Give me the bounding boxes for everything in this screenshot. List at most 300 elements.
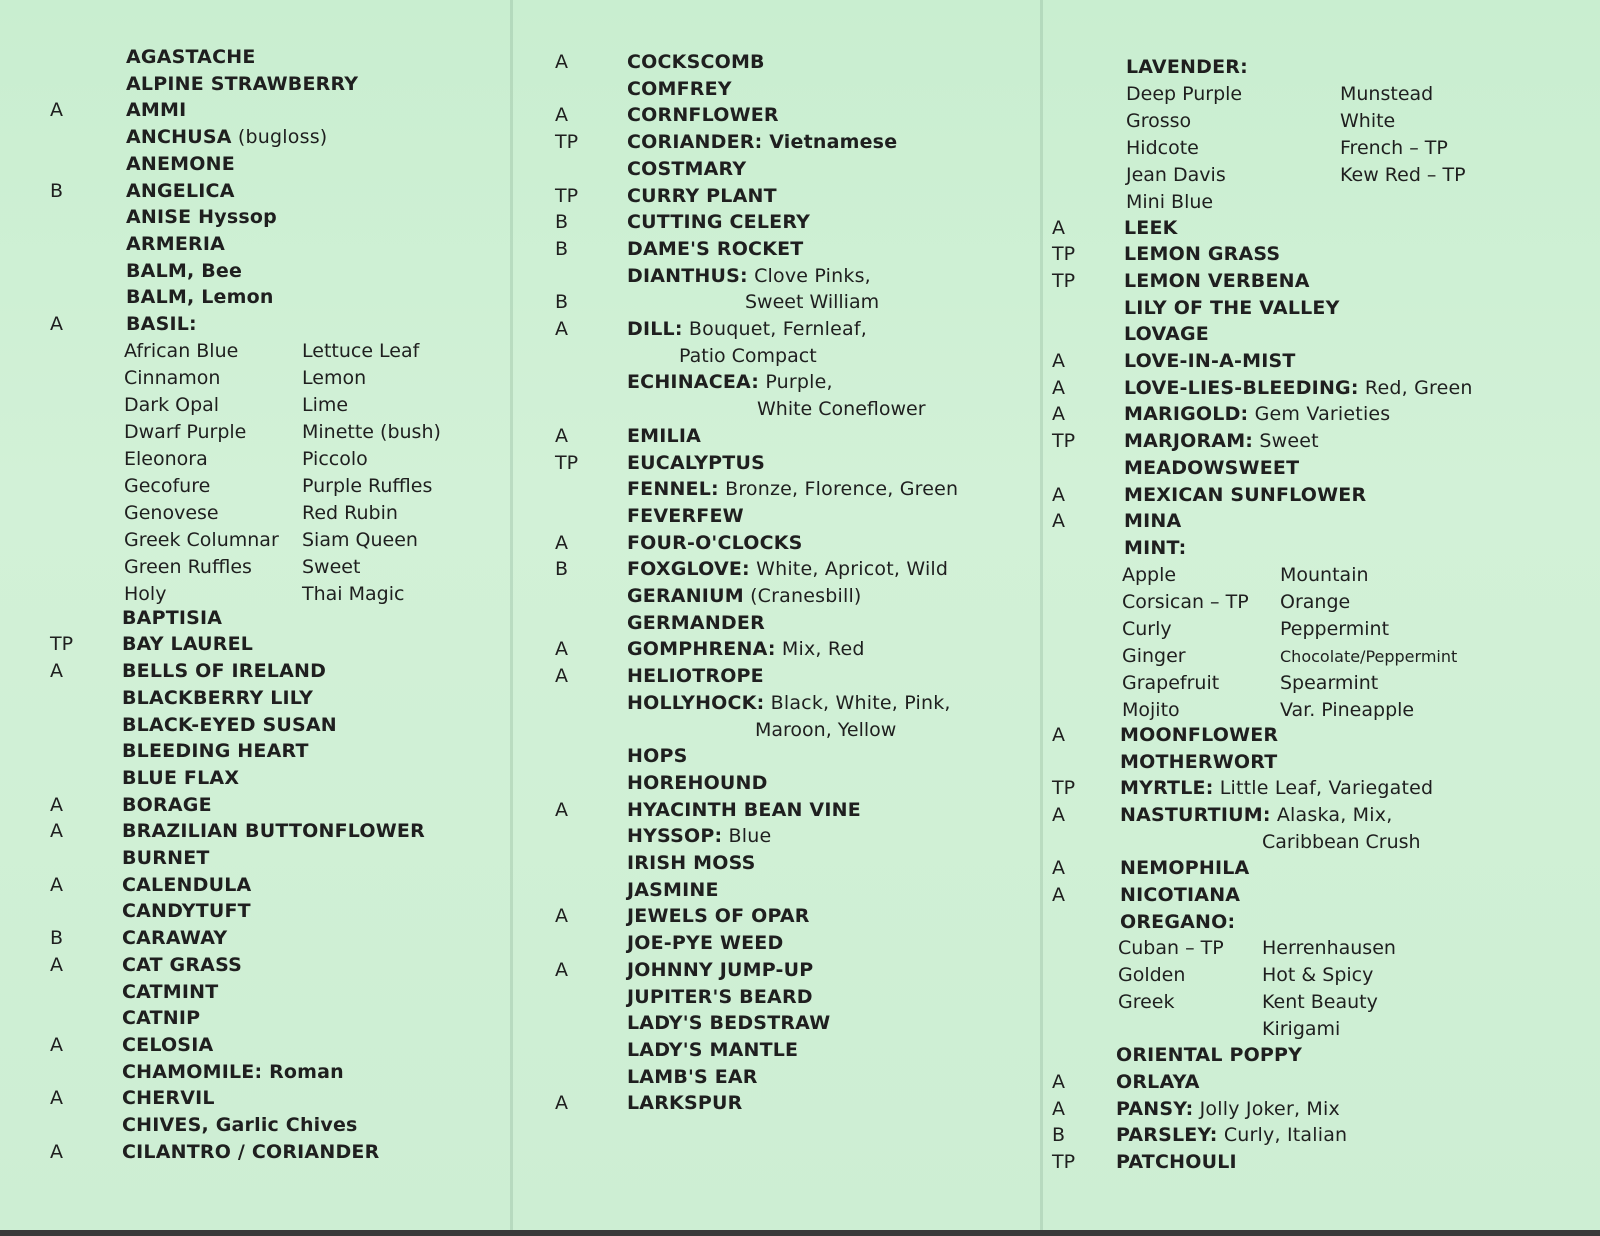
mint-varieties-right xyxy=(1280,562,1457,724)
plant-name: HELIOTROPE xyxy=(627,665,764,688)
plant-name: BLACK-EYED SUSAN xyxy=(122,713,337,736)
plant-code: A xyxy=(1052,350,1065,372)
plant-detail: Red, Green xyxy=(1358,376,1473,399)
plant-name: CHERVIL xyxy=(122,1087,215,1110)
variety-item: Lemon xyxy=(302,366,367,389)
plant-name: HOPS xyxy=(627,745,688,768)
plant-name: LEEK xyxy=(1124,216,1178,239)
plant-name: LOVE-LIES-BLEEDING: Red, Green xyxy=(1124,376,1473,399)
plant-entry xyxy=(555,957,1085,984)
plant-entry xyxy=(1052,241,1582,268)
plant-entry xyxy=(50,1059,580,1086)
plant-code: B xyxy=(50,179,64,202)
plant-entry xyxy=(555,1010,1085,1037)
plant-name: MEADOWSWEET xyxy=(1124,456,1300,479)
variety-item: Ginger xyxy=(1122,644,1186,667)
plant-name: JEWELS OF OPAR xyxy=(627,905,810,928)
plant-name: LAMB'S EAR xyxy=(627,1065,758,1088)
plant-entry xyxy=(50,845,580,872)
plant-name: CAT GRASS xyxy=(122,953,242,976)
plant-name: CHIVES, Garlic Chives xyxy=(122,1114,358,1136)
variety-item: Jean Davis xyxy=(1126,164,1226,186)
plant-detail: White, Apricot, Wild xyxy=(749,558,949,581)
plant-entry xyxy=(1052,1069,1582,1096)
plant-entry xyxy=(555,156,1085,183)
plant-code: A xyxy=(50,660,63,683)
plant-detail: Clove Pinks, xyxy=(747,264,871,287)
plant-name: JOE-PYE WEED xyxy=(627,932,784,955)
plant-code: A xyxy=(555,798,568,821)
plant-name: NEMOPHILA xyxy=(1120,857,1250,880)
panel-left xyxy=(50,0,580,1230)
plant-entry xyxy=(50,685,580,712)
plant-code: A xyxy=(1052,510,1065,533)
plant-code: A xyxy=(50,99,63,122)
plant-name: ORLAYA xyxy=(1116,1070,1200,1093)
plant-code: B xyxy=(555,558,569,581)
variety-item: Minette (bush) xyxy=(302,420,441,443)
variety-item: Sweet xyxy=(302,555,361,578)
plant-entry xyxy=(1052,775,1582,802)
plant-entry xyxy=(555,930,1085,957)
plant-entry xyxy=(555,690,1085,717)
plant-entry xyxy=(555,316,1085,343)
plant-name: CATNIP xyxy=(122,1007,201,1030)
variety-item: Orange xyxy=(1280,590,1351,613)
plant-name: MINA xyxy=(1124,510,1182,533)
plant-entry xyxy=(1052,829,1582,856)
plant-name: CORIANDER: Vietnamese xyxy=(627,131,898,154)
plant-entry xyxy=(1052,722,1582,749)
plant-entry xyxy=(50,1139,580,1166)
variety-item: Cinnamon xyxy=(124,366,221,389)
variety-item: Munstead xyxy=(1340,83,1434,105)
plant-entry xyxy=(50,1032,580,1059)
plant-name: LOVE-IN-A-MIST xyxy=(1124,350,1296,372)
plant-name: MYRTLE: Little Leaf, Variegated xyxy=(1120,777,1434,800)
plant-code: A xyxy=(50,1033,63,1056)
plant-code: A xyxy=(555,665,568,688)
plant-code: A xyxy=(1052,376,1065,399)
plant-entry xyxy=(1052,1149,1582,1176)
plant-code: A xyxy=(1052,803,1065,826)
variety-item: Golden xyxy=(1118,964,1186,987)
plant-code: TP xyxy=(1052,269,1076,292)
plant-name: LADY'S BEDSTRAW xyxy=(627,1012,831,1035)
plant-entry xyxy=(50,712,580,739)
variety-item: White xyxy=(1340,110,1396,132)
plant-code: A xyxy=(555,638,568,661)
plant-entry xyxy=(1052,54,1582,81)
variety-item: Kirigami xyxy=(1262,1018,1341,1041)
variety-item: Hidcote xyxy=(1126,137,1199,159)
plant-name: PATCHOULI xyxy=(1116,1151,1237,1173)
plant-code: A xyxy=(1052,483,1065,506)
plant-entry xyxy=(1052,508,1582,535)
plant-name: ANGELICA xyxy=(126,179,235,202)
plant-code: A xyxy=(50,953,63,976)
variety-item: Deep Purple xyxy=(1126,83,1243,105)
plant-code: A xyxy=(555,531,568,554)
plant-entry xyxy=(555,369,1085,396)
variety-item: Purple Ruffles xyxy=(302,474,433,497)
plant-entry xyxy=(1052,321,1582,348)
plant-detail: Purple, xyxy=(759,371,833,394)
plant-entry xyxy=(50,124,580,151)
plant-entry xyxy=(1052,1042,1582,1069)
variety-item: Peppermint xyxy=(1280,617,1390,640)
variety-item: Genovese xyxy=(124,501,219,524)
variety-item: Lettuce Leaf xyxy=(302,339,420,362)
plant-entry xyxy=(50,738,580,765)
variety-item: Mojito xyxy=(1122,698,1180,721)
plant-name: CURRY PLANT xyxy=(627,184,777,207)
plant-detail: Black, White, Pink, xyxy=(764,691,951,714)
plant-name: GOMPHRENA: Mix, Red xyxy=(627,638,865,661)
plant-name: HOLLYHOCK: Black, White, Pink, xyxy=(627,691,951,714)
plant-name: MEXICAN SUNFLOWER xyxy=(1124,483,1367,506)
plant-entry xyxy=(555,717,1085,744)
plant-name: MARIGOLD: Gem Varieties xyxy=(1124,403,1391,426)
plant-code: TP xyxy=(1052,430,1076,453)
plant-entry xyxy=(50,284,580,311)
plant-name: IRISH MOSS xyxy=(627,852,756,874)
panel-middle xyxy=(555,0,1085,1230)
plant-entry xyxy=(1052,348,1582,375)
plant-name: LOVAGE xyxy=(1124,323,1209,346)
plant-entry xyxy=(50,818,580,845)
plant-entry xyxy=(1052,535,1582,562)
variety-item: Holy xyxy=(124,582,167,605)
plant-entry xyxy=(50,925,580,952)
plant-detail-continued: Sweet William xyxy=(745,291,880,314)
variety-item: Cuban – TP xyxy=(1118,937,1224,960)
plant-entry xyxy=(50,151,580,178)
variety-item: Gecofure xyxy=(124,474,211,497)
plant-name: ECHINACEA: Purple, xyxy=(627,371,833,394)
plant-code: TP xyxy=(555,451,579,474)
plant-entry xyxy=(555,984,1085,1011)
plant-code: A xyxy=(50,793,63,816)
plant-name: DILL: Bouquet, Fernleaf, xyxy=(627,318,867,340)
plant-code: A xyxy=(1052,857,1065,880)
plant-entry xyxy=(50,979,580,1006)
plant-entry xyxy=(1052,428,1582,455)
lavender-varieties-left xyxy=(1126,81,1242,216)
plant-name: BALM, Lemon xyxy=(126,286,274,309)
plant-name: HYACINTH BEAN VINE xyxy=(627,798,861,821)
plant-code: A xyxy=(555,104,568,127)
plant-code: A xyxy=(1052,723,1065,746)
scan-edge xyxy=(0,1230,1600,1236)
plant-name: BRAZILIAN BUTTONFLOWER xyxy=(122,820,425,843)
plant-entry xyxy=(50,658,580,685)
variety-item: French – TP xyxy=(1340,137,1448,159)
plant-entry xyxy=(555,396,1085,423)
plant-code: A xyxy=(555,51,568,73)
variety-item: Kew Red – TP xyxy=(1340,164,1466,186)
plant-entry xyxy=(50,792,580,819)
basil-varieties-right xyxy=(302,338,441,608)
variety-item: Lime xyxy=(302,393,349,416)
plant-name: DIANTHUS: Clove Pinks, xyxy=(627,264,871,287)
plant-entry xyxy=(555,289,1085,316)
plant-entry xyxy=(50,765,580,792)
plant-name: CARAWAY xyxy=(122,927,228,950)
plant-name: NASTURTIUM: Alaska, Mix, xyxy=(1120,803,1393,826)
plant-name: LEMON VERBENA xyxy=(1124,269,1310,292)
plant-entry xyxy=(555,877,1085,904)
variety-item: Eleonora xyxy=(124,447,208,470)
plant-name: CELOSIA xyxy=(122,1033,214,1056)
plant-detail: Curly, Italian xyxy=(1217,1124,1348,1147)
plant-entry xyxy=(50,231,580,258)
plant-code: TP xyxy=(1052,1151,1076,1173)
plant-name: LAVENDER: xyxy=(1126,56,1248,78)
variety-item: Grosso xyxy=(1126,110,1192,132)
plant-name: ORIENTAL POPPY xyxy=(1116,1044,1303,1067)
plant-name: FOUR-O'CLOCKS xyxy=(627,531,803,554)
plant-code: A xyxy=(1052,1097,1065,1120)
variety-item: Spearmint xyxy=(1280,671,1379,694)
mint-varieties-left xyxy=(1122,562,1249,724)
plant-entry xyxy=(1052,909,1582,936)
plant-name: BORAGE xyxy=(122,793,212,816)
plant-code: A xyxy=(1052,403,1065,426)
plant-code: A xyxy=(555,905,568,928)
variety-item: Siam Queen xyxy=(302,528,418,551)
plant-name: LILY OF THE VALLEY xyxy=(1124,296,1340,319)
plant-entry xyxy=(555,850,1085,877)
plant-name: BELLS OF IRELAND xyxy=(122,660,327,683)
plant-name: HOREHOUND xyxy=(627,771,768,794)
plant-code: A xyxy=(50,1140,63,1163)
plant-entry xyxy=(555,76,1085,103)
variety-item: Red Rubin xyxy=(302,501,398,524)
plant-code: A xyxy=(1052,1070,1065,1093)
plant-entry xyxy=(1052,855,1582,882)
plant-code: TP xyxy=(1052,777,1076,800)
plant-entry xyxy=(555,183,1085,210)
plant-name: FENNEL: Bronze, Florence, Green xyxy=(627,478,959,501)
plant-detail: Blue xyxy=(722,825,772,848)
plant-entry xyxy=(555,343,1085,370)
plant-entry xyxy=(1052,749,1582,776)
plant-name: GERANIUM (Cranesbill) xyxy=(627,585,862,607)
plant-name: CATMINT xyxy=(122,980,219,1003)
basil-varieties-left xyxy=(124,338,279,608)
plant-code: B xyxy=(555,237,569,260)
plant-code: A xyxy=(555,1092,568,1115)
plant-detail: (bugloss) xyxy=(231,126,328,149)
panel-right xyxy=(1052,0,1582,1230)
plant-code: A xyxy=(50,1087,63,1110)
plant-entry xyxy=(1052,482,1582,509)
variety-item: Green Ruffles xyxy=(124,555,252,578)
plant-name: LADY'S MANTLE xyxy=(627,1038,799,1061)
plant-name: LARKSPUR xyxy=(627,1092,743,1115)
plant-name: ALPINE STRAWBERRY xyxy=(126,72,359,95)
plant-name: CUTTING CELERY xyxy=(627,211,811,234)
plant-entry xyxy=(1052,295,1582,322)
variety-item: Thai Magic xyxy=(302,582,405,605)
variety-item: Kent Beauty xyxy=(1262,991,1378,1014)
variety-item: Hot & Spicy xyxy=(1262,964,1374,987)
plant-detail: Bouquet, Fernleaf, xyxy=(682,318,867,340)
plant-code: B xyxy=(1052,1124,1066,1147)
plant-entry xyxy=(50,898,580,925)
plant-detail: Bronze, Florence, Green xyxy=(718,478,959,501)
variety-item: Chocolate/Peppermint xyxy=(1280,646,1458,666)
plant-entry xyxy=(555,209,1085,236)
plant-code: B xyxy=(555,211,569,234)
plant-name: NICOTIANA xyxy=(1120,884,1241,906)
plant-name: ARMERIA xyxy=(126,232,226,255)
plant-name: DAME'S ROCKET xyxy=(627,237,804,260)
plant-entry xyxy=(555,129,1085,156)
plant-name: MARJORAM: Sweet xyxy=(1124,430,1319,453)
plant-entry xyxy=(1052,455,1582,482)
plant-entry xyxy=(1052,215,1582,242)
plant-entry xyxy=(50,311,580,338)
plant-name: BLEEDING HEART xyxy=(122,740,309,763)
plant-entry xyxy=(50,1005,580,1032)
plant-code: TP xyxy=(555,184,579,207)
plant-entry xyxy=(555,263,1085,290)
plant-name: BAPTISIA xyxy=(122,606,223,629)
oregano-varieties-right xyxy=(1262,935,1396,1043)
variety-item: Curly xyxy=(1122,617,1172,640)
plant-entry xyxy=(555,556,1085,583)
plant-code: B xyxy=(555,291,569,314)
plant-name: AMMI xyxy=(126,99,187,122)
plant-entry xyxy=(555,583,1085,610)
variety-item: Var. Pineapple xyxy=(1280,698,1415,721)
variety-item: Greek xyxy=(1118,991,1175,1014)
plant-name: COCKSCOMB xyxy=(627,51,765,73)
plant-entry xyxy=(50,1112,580,1139)
plant-entry xyxy=(555,636,1085,663)
variety-item: Mini Blue xyxy=(1126,191,1214,213)
plant-name: BLUE FLAX xyxy=(122,766,240,789)
plant-entry xyxy=(555,770,1085,797)
plant-detail: Jolly Joker, Mix xyxy=(1193,1097,1340,1120)
plant-detail: Alaska, Mix, xyxy=(1270,803,1393,826)
plant-name: HYSSOP: Blue xyxy=(627,825,772,848)
variety-item: African Blue xyxy=(124,339,239,362)
plant-name: MINT: xyxy=(1124,536,1187,559)
plant-detail: Little Leaf, Variegated xyxy=(1213,777,1434,800)
plant-name: PARSLEY: Curly, Italian xyxy=(1116,1124,1348,1147)
plant-name: CORNFLOWER xyxy=(627,104,779,127)
plant-detail-continued: Maroon, Yellow xyxy=(755,718,897,741)
plant-name: BURNET xyxy=(122,847,210,869)
plant-entry xyxy=(50,71,580,98)
plant-name: FOXGLOVE: White, Apricot, Wild xyxy=(627,558,949,581)
plant-entry xyxy=(555,743,1085,770)
plant-name: PANSY: Jolly Joker, Mix xyxy=(1116,1097,1340,1120)
plant-name: OREGANO: xyxy=(1120,910,1236,933)
plant-entry xyxy=(555,476,1085,503)
variety-item: Corsican – TP xyxy=(1122,590,1249,613)
plant-code: A xyxy=(555,424,568,447)
plant-code: A xyxy=(50,313,63,335)
variety-item: Mountain xyxy=(1280,563,1369,586)
plant-entry xyxy=(555,530,1085,557)
plant-name: BLACKBERRY LILY xyxy=(122,686,314,709)
plant-entry xyxy=(555,823,1085,850)
plant-entry xyxy=(50,1085,580,1112)
plant-entry xyxy=(1052,268,1582,295)
plant-entry xyxy=(1052,802,1582,829)
plant-entry xyxy=(555,663,1085,690)
plant-code: TP xyxy=(50,633,74,656)
plant-entry xyxy=(50,605,580,632)
oregano-varieties-left xyxy=(1118,935,1224,1016)
lavender-varieties-right xyxy=(1340,81,1466,189)
plant-entry xyxy=(50,97,580,124)
plant-entry xyxy=(555,1064,1085,1091)
plant-entry xyxy=(555,1037,1085,1064)
plant-name: JUPITER'S BEARD xyxy=(627,985,813,1008)
plant-entry xyxy=(1052,882,1582,909)
plant-name: GERMANDER xyxy=(627,611,765,634)
plant-name: FEVERFEW xyxy=(627,504,744,527)
plant-name: AGASTACHE xyxy=(126,46,256,68)
variety-item: Grapefruit xyxy=(1122,671,1220,694)
plant-detail: (Cranesbill) xyxy=(743,585,862,607)
plant-name: JASMINE xyxy=(627,878,719,901)
plant-code: A xyxy=(555,958,568,981)
plant-entry xyxy=(1052,375,1582,402)
plant-entry xyxy=(50,872,580,899)
plant-name: COSTMARY xyxy=(627,157,747,180)
variety-item: Dark Opal xyxy=(124,393,220,416)
plant-entry xyxy=(555,610,1085,637)
plant-code: A xyxy=(50,873,63,896)
plant-entry xyxy=(1052,1096,1582,1123)
plant-name: CALENDULA xyxy=(122,873,252,896)
plant-code: B xyxy=(50,927,64,950)
plant-code: TP xyxy=(555,131,579,154)
plant-name: ANCHUSA (bugloss) xyxy=(126,126,328,149)
plant-name: ANEMONE xyxy=(126,152,235,175)
plant-detail-continued: White Coneflower xyxy=(757,398,926,421)
variety-item: Greek Columnar xyxy=(124,528,279,551)
plant-code: A xyxy=(1052,216,1065,239)
plant-entry xyxy=(50,952,580,979)
plant-entry xyxy=(555,797,1085,824)
plant-entry xyxy=(555,503,1085,530)
plant-entry xyxy=(555,450,1085,477)
plant-entry xyxy=(50,204,580,231)
plant-name: BALM, Bee xyxy=(126,259,243,282)
plant-name: CILANTRO / CORIANDER xyxy=(122,1140,380,1163)
variety-item: Dwarf Purple xyxy=(124,420,247,443)
plant-name: COMFREY xyxy=(627,77,732,100)
plant-name: LEMON GRASS xyxy=(1124,243,1281,266)
plant-name: MOONFLOWER xyxy=(1120,723,1279,746)
plant-detail: Gem Varieties xyxy=(1248,403,1391,426)
plant-name: CANDYTUFT xyxy=(122,900,251,923)
plant-code: A xyxy=(555,318,568,340)
plant-name: BAY LAUREL xyxy=(122,633,254,656)
plant-name: EMILIA xyxy=(627,424,702,447)
plant-entry xyxy=(555,102,1085,129)
plant-name: JOHNNY JUMP-UP xyxy=(627,958,814,981)
variety-item: Apple xyxy=(1122,563,1177,586)
plant-entry xyxy=(555,423,1085,450)
